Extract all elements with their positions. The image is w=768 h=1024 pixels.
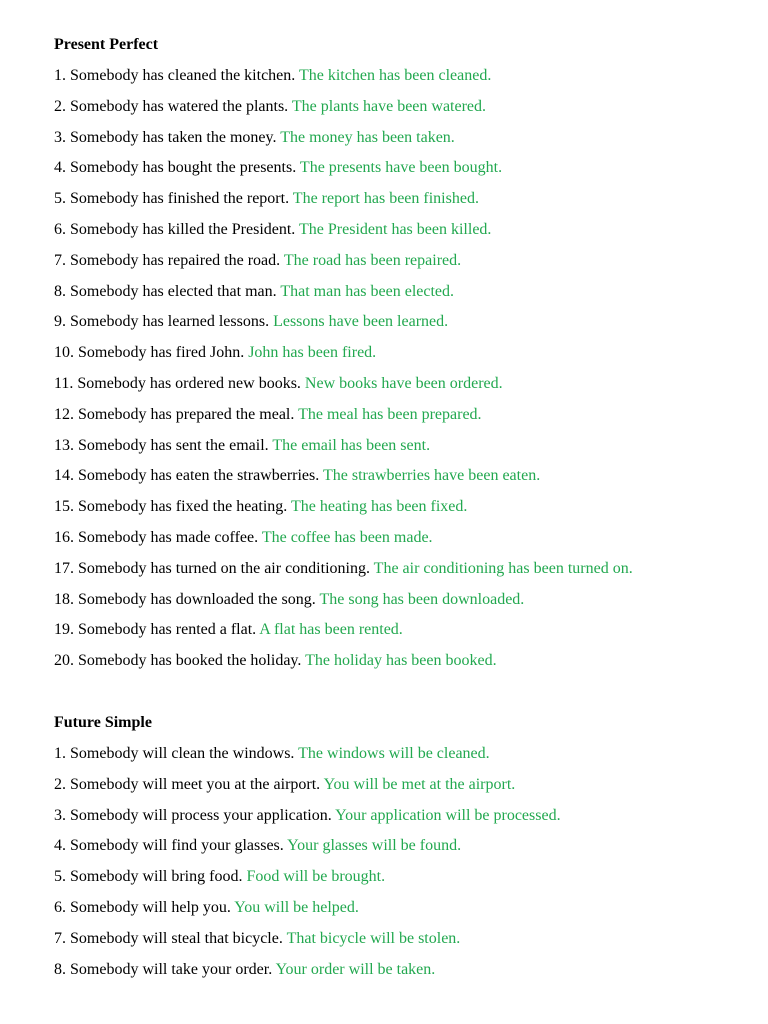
item-number: 1.: [54, 67, 66, 84]
active-sentence: Somebody has fired John.: [78, 344, 245, 362]
passive-answer: You will be helped.: [234, 898, 359, 916]
item-number: 13.: [54, 436, 74, 454]
passive-answer: Your order will be taken.: [275, 960, 436, 978]
item-number: 8.: [54, 282, 66, 300]
active-sentence: Somebody has ordered new books.: [77, 374, 301, 392]
item-number: 3.: [54, 806, 66, 824]
passive-answer: The coffee has been made.: [261, 528, 433, 546]
exercise-item: [54, 958, 754, 989]
active-sentence: Somebody has repaired the road.: [70, 251, 281, 269]
exercise-item: [54, 126, 754, 157]
exercise-item: [54, 865, 754, 896]
exercise-item: [54, 618, 754, 649]
exercise-item: [54, 434, 754, 465]
active-sentence: Somebody has booked the holiday.: [78, 652, 302, 670]
active-sentence: Somebody has watered the plants.: [70, 97, 289, 115]
exercise-item: [54, 372, 754, 403]
passive-answer: The holiday has been booked.: [305, 652, 497, 670]
item-number: 2.: [54, 775, 66, 793]
passive-answer: Lessons have been learned.: [273, 313, 449, 331]
active-sentence: Somebody has downloaded the song.: [78, 590, 316, 608]
item-number: 4.: [54, 837, 66, 855]
passive-answer: The plants have been watered.: [291, 97, 487, 115]
active-sentence: Somebody has finished the report.: [70, 190, 290, 208]
exercise-item: [54, 927, 754, 958]
passive-answer: The air conditioning has been turned on.: [373, 559, 633, 577]
active-sentence: Somebody will meet you at the airport.: [70, 775, 321, 793]
passive-answer: The road has been repaired.: [283, 251, 462, 269]
active-sentence: Somebody has fixed the heating.: [78, 498, 288, 516]
exercise-item: [54, 742, 754, 773]
passive-answer: The song has been downloaded.: [319, 590, 525, 608]
passive-answer: Your glasses will be found.: [287, 837, 462, 855]
exercise-item: [54, 95, 754, 126]
item-number: 9.: [54, 313, 66, 331]
item-number: 17.: [54, 559, 74, 577]
exercise-item: [54, 464, 754, 495]
passive-answer: You will be met at the airport.: [323, 775, 516, 793]
exercise-item: [54, 588, 754, 619]
item-number: 14.: [54, 467, 74, 485]
item-number: 6.: [54, 898, 66, 916]
item-number: 7.: [54, 929, 66, 947]
active-sentence: Somebody has sent the email.: [78, 436, 269, 454]
passive-answer: New books have been ordered.: [304, 374, 503, 392]
exercise-item: [54, 773, 754, 804]
active-sentence: Somebody will find your glasses.: [70, 837, 284, 855]
active-sentence: Somebody has made coffee.: [78, 528, 259, 546]
item-number: 4.: [54, 159, 66, 177]
passive-answer: The presents have been bought.: [299, 159, 503, 177]
passive-answer: The heating has been fixed.: [291, 498, 468, 516]
item-number: 7.: [54, 251, 66, 269]
section-spacer: [54, 680, 754, 711]
section-title: Present Perfect: [54, 36, 159, 53]
exercise-list: [54, 64, 754, 680]
active-sentence: Somebody has elected that man.: [70, 282, 277, 300]
passive-answer: The meal has been prepared.: [298, 405, 482, 423]
exercise-item: [54, 495, 754, 526]
active-sentence: Somebody has cleaned the kitchen.: [70, 67, 296, 84]
section-present-perfect: [54, 33, 754, 680]
active-sentence: Somebody has prepared the meal.: [78, 405, 295, 423]
passive-answer: Food will be brought.: [246, 868, 386, 886]
active-sentence: Somebody has killed the President.: [70, 220, 296, 238]
exercise-item: [54, 649, 754, 680]
passive-answer: That man has been elected.: [280, 282, 455, 300]
item-number: 6.: [54, 220, 66, 238]
exercise-item: [54, 896, 754, 927]
item-number: 12.: [54, 405, 74, 423]
exercise-item: [54, 218, 754, 249]
exercise-item: [54, 280, 754, 311]
exercise-item: [54, 526, 754, 557]
exercise-item: [54, 249, 754, 280]
active-sentence: Somebody has turned on the air conditioning.: [78, 559, 370, 577]
active-sentence: Somebody has taken the money.: [70, 128, 277, 146]
passive-answer: John has been fired.: [248, 344, 377, 362]
passive-answer: The strawberries have been eaten.: [322, 467, 541, 485]
active-sentence: Somebody will help you.: [70, 898, 231, 916]
passive-answer: The windows will be cleaned.: [298, 744, 490, 762]
exercise-item: [54, 834, 754, 865]
passive-answer: That bicycle will be stolen.: [286, 929, 461, 947]
item-number: 15.: [54, 498, 74, 516]
item-number: 11.: [54, 374, 74, 392]
active-sentence: Somebody has rented a flat.: [78, 621, 257, 639]
passive-answer: The President has been killed.: [299, 220, 492, 238]
item-number: 8.: [54, 960, 66, 978]
item-number: 19.: [54, 621, 74, 639]
section-title: Future Simple: [54, 713, 152, 731]
passive-answer: The email has been sent.: [272, 436, 431, 454]
item-number: 2.: [54, 97, 66, 115]
exercise-list: [54, 742, 754, 988]
passive-answer: The report has been finished.: [292, 190, 479, 208]
active-sentence: Somebody has bought the presents.: [70, 159, 297, 177]
passive-answer: Your application will be processed.: [335, 806, 561, 824]
exercise-item: [54, 557, 754, 588]
active-sentence: Somebody will bring food.: [70, 868, 243, 886]
item-number: 5.: [54, 190, 66, 208]
item-number: 18.: [54, 590, 74, 608]
exercise-item: [54, 341, 754, 372]
item-number: 3.: [54, 128, 66, 146]
passive-answer: The kitchen has been cleaned.: [298, 67, 492, 84]
section-future-simple: [54, 711, 754, 988]
active-sentence: Somebody has learned lessons.: [70, 313, 270, 331]
item-number: 5.: [54, 868, 66, 886]
passive-answer: A flat has been rented.: [259, 621, 403, 639]
item-number: 1.: [54, 744, 66, 762]
active-sentence: Somebody will take your order.: [70, 960, 273, 978]
exercise-item: [54, 187, 754, 218]
exercise-item: [54, 804, 754, 835]
active-sentence: Somebody will clean the windows.: [70, 744, 295, 762]
passive-answer: The money has been taken.: [280, 128, 455, 146]
active-sentence: Somebody will process your application.: [70, 806, 332, 824]
exercise-item: [54, 403, 754, 434]
document-page: [54, 33, 754, 988]
active-sentence: Somebody has eaten the strawberries.: [78, 467, 320, 485]
item-number: 10.: [54, 344, 74, 362]
exercise-item: [54, 156, 754, 187]
item-number: 20.: [54, 652, 74, 670]
exercise-item: [54, 310, 754, 341]
item-number: 16.: [54, 528, 74, 546]
exercise-item: [54, 64, 754, 95]
active-sentence: Somebody will steal that bicycle.: [70, 929, 283, 947]
